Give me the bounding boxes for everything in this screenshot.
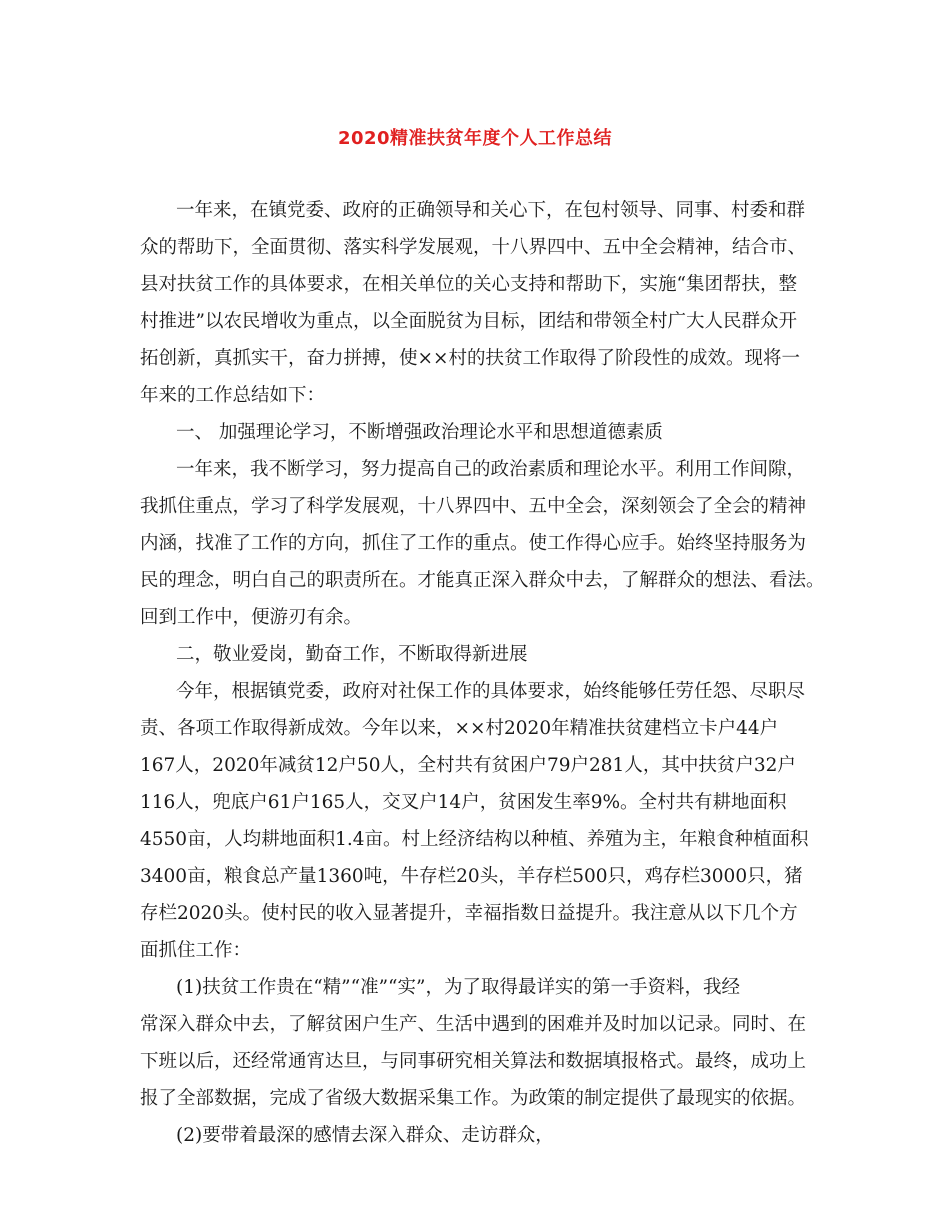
paragraph-line: 存栏2020头。使村民的收入显著提升，幸福指数日益提升。我注意从以下几个方 <box>140 903 798 924</box>
paragraph-line: (1)扶贫工作贵在“精”“准”“实”，为了取得最详实的第一手资料，我经 <box>176 977 740 998</box>
paragraph-line: 内涵，找准了工作的方向，抓住了工作的重点。使工作得心应手。始终坚持服务为 <box>140 533 807 554</box>
paragraph-line: 116人，兜底户61户165人，交叉户14户，贫困发生率9%。全村共有耕地面积 <box>140 792 787 813</box>
paragraph-line: 167人，2020年减贫12户50人，全村共有贫困户79户281人，其中扶贫户32户 <box>140 755 796 776</box>
paragraph-line: 常深入群众中去，了解贫困户生产、生活中遇到的困难并及时加以记录。同时、在 <box>140 1014 807 1035</box>
paragraph-line: 拓创新，真抓实干，奋力拼搏，使××村的扶贫工作取得了阶段性的成效。现将一 <box>140 348 801 369</box>
paragraph-line: 年来的工作总结如下： <box>140 385 326 406</box>
section-heading: 二，敬业爱岗，勤奋工作，不断取得新进展 <box>176 644 528 665</box>
paragraph-line: 我抓住重点，学习了科学发展观，十八界四中、五中全会，深刻领会了全会的精神 <box>140 496 807 517</box>
paragraph-line: 回到工作中，便游刃有余。 <box>140 607 363 628</box>
document-title: 2020精准扶贫年度个人工作总结 <box>337 128 613 149</box>
paragraph-line: (2)要带着最深的感情去深入群众、走访群众， <box>176 1125 554 1146</box>
paragraph-line: 3400亩，粮食总产量1360吨，牛存栏20头，羊存栏500只，鸡存栏3000只，猪 <box>140 866 803 887</box>
paragraph-line: 面抓住工作： <box>140 940 252 961</box>
paragraph-line: 村推进”以农民增收为重点，以全面脱贫为目标，团结和带领全村广大人民群众开 <box>140 311 797 332</box>
paragraph-line: 民的理念，明白自己的职责所在。才能真正深入群众中去，了解群众的想法、看法。 <box>140 570 825 591</box>
paragraph-line: 报了全部数据，完成了省级大数据采集工作。为政策的制定提供了最现实的依据。 <box>140 1088 807 1109</box>
document-body <box>140 160 825 1154</box>
paragraph-line: 下班以后，还经常通宵达旦，与同事研究相关算法和数据填报格式。最终，成功上 <box>140 1051 807 1072</box>
paragraph-line: 一年来，我不断学习，努力提高自己的政治素质和理论水平。利用工作间隙， <box>176 459 806 480</box>
paragraph-line: 县对扶贫工作的具体要求，在相关单位的关心支持和帮助下，实施“集团帮扶，整 <box>140 274 797 295</box>
paragraph-line: 一年来，在镇党委、政府的正确领导和关心下，在包村领导、同事、村委和群 <box>176 200 806 221</box>
section-heading: 一、 加强理论学习，不断增强政治理论水平和思想道德素质 <box>176 422 663 443</box>
paragraph-line: 责、各项工作取得新成效。今年以来，××村2020年精准扶贫建档立卡户44户 <box>140 718 779 739</box>
paragraph-line: 众的帮助下，全面贯彻、落实科学发展观，十八界四中、五中全会精神，结合市、 <box>140 237 807 258</box>
paragraph-line: 4550亩，人均耕地面积1.4亩。村上经济结构以种植、养殖为主，年粮食种植面积 <box>140 829 809 850</box>
paragraph-line: 今年，根据镇党委，政府对社保工作的具体要求，始终能够任劳任怨、尽职尽 <box>176 681 806 702</box>
